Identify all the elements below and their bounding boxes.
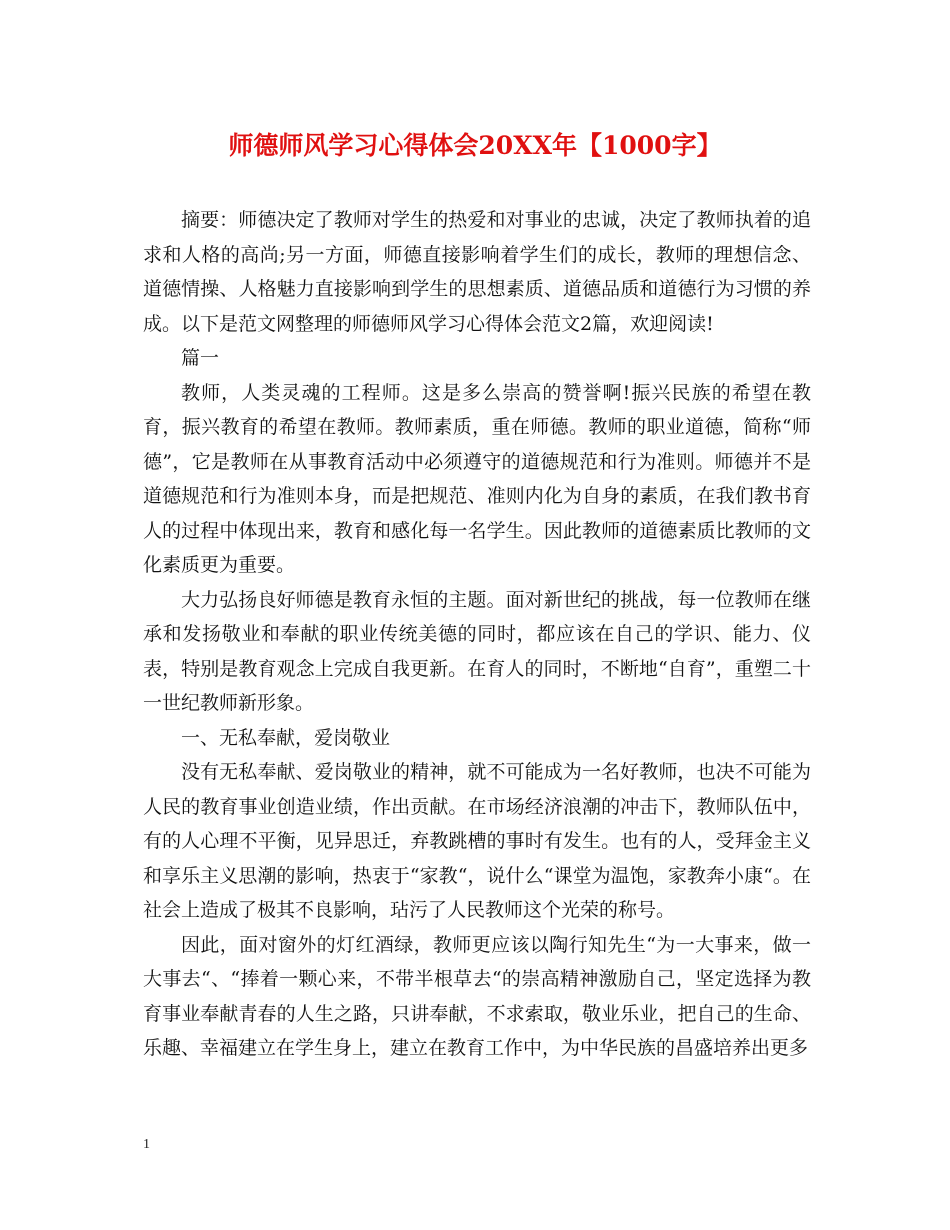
document-body xyxy=(143,203,811,1066)
paragraph: 因此，面对窗外的灯红酒绿，教师更应该以陶行知先生“为一大事来，做一大事去“、“捧着一颗心来，不带半根草去“的崇高精神激励自己，坚定选择为教育事业奉献青春的人生之路，只讲奉献，不求索取，敬业乐业，把自己的生命、乐趣、幸福建立在学生身上，建立在教育工作中，为中华民族的昌盛培养出更多 xyxy=(143,933,811,1059)
paragraph: 大力弘扬良好师德是教育永恒的主题。面对新世纪的挑战，每一位教师在继承和发扬敬业和奉献的职业传统美德的同时，都应该在自己的学识、能力、仪表，特别是教育观念上完成自我更新。在育人的同时，不断地“自育”，重塑二十一世纪教师新形象。 xyxy=(143,588,811,714)
document-title: 师德师风学习心得体会20XX年【1000字】 xyxy=(228,131,722,160)
paragraph-abstract: 摘要：师德决定了教师对学生的热爱和对事业的忠诚，决定了教师执着的追求和人格的高尚;另一方面，师德直接影响着学生们的成长，教师的理想信念、道德情操、人格魅力直接影响到学生的思想素质、道德品质和道德行为习惯的养成。以下是范文网整理的师德师风学习心得体会范文2篇，欢迎阅读! xyxy=(143,209,811,335)
paragraph: 没有无私奉献、爱岗敬业的精神，就不可能成为一名好教师，也决不可能为人民的教育事业创造业绩，作出贡献。在市场经济浪潮的冲击下，教师队伍中，有的人心理不平衡，见异思迁，弃教跳槽的事时有发生。也有的人，受拜金主义和享乐主义思潮的影响，热衷于“家教“，说什么“课堂为温饱，家教奔小康“。在社会上造成了极其不良影响，玷污了人民教师这个光荣的称号。 xyxy=(143,761,811,921)
paragraph: 教师，人类灵魂的工程师。这是多么崇高的赞誉啊!振兴民族的希望在教育，振兴教育的希望在教师。教师素质，重在师德。教师的职业道德，简称“师德”，它是教师在从事教育活动中必须遵守的道德规范和行为准则。师德并不是道德规范和行为准则本身，而是把规范、准则内化为自身的素质，在我们教书育人的过程中体现出来，教育和感化每一名学生。因此教师的道德素质比教师的文化素质更为重要。 xyxy=(143,381,811,576)
paragraph-subheading: 一、无私奉献，爱岗敬业 xyxy=(181,726,391,749)
page-number: 1 xyxy=(143,1137,150,1152)
paragraph-section-heading: 篇一 xyxy=(181,347,220,369)
